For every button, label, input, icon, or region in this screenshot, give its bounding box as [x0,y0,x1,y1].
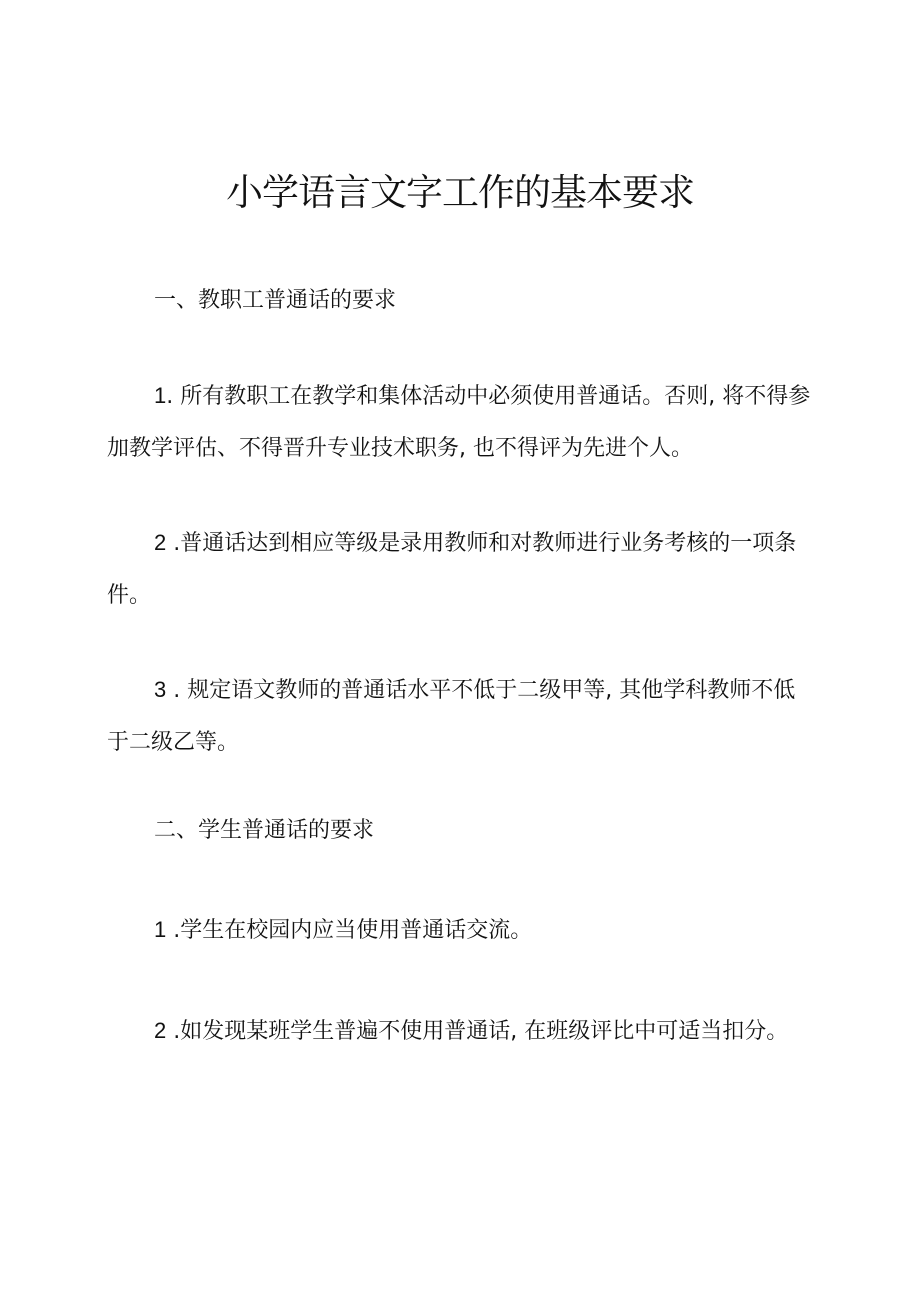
item-text: .如发现某班学生普遍不使用普通话, 在班级评比中可适当扣分。 [166,1019,789,1044]
list-item [107,904,817,957]
list-item [107,370,817,475]
item-text: . 所有教职工在教学和集体活动中必须使用普通话。否则, 将不得参加教学评估、不得晋升专业技术职务, 也不得评为先进个人。 [107,384,811,461]
item-number: 2 [154,530,167,555]
item-number: 1 [154,917,167,942]
item-number: 1 [154,383,167,408]
item-text: .学生在校园内应当使用普通话交流。 [166,918,533,943]
item-number: 3 [154,677,167,702]
item-number: 2 [154,1018,167,1043]
list-item [107,517,817,622]
item-text: . 规定语文教师的普通话水平不低于二级甲等, 其他学科教师不低于二级乙等。 [107,678,796,755]
section-heading: 一、教职工普通话的要求 [154,288,397,313]
item-text: .普通话达到相应等级是录用教师和对教师进行业务考核的一项条件。 [107,531,797,608]
document-title: 小学语言文字工作的基本要求 [226,171,694,214]
list-item [107,1005,817,1058]
section-heading: 二、学生普通话的要求 [154,818,375,843]
list-item [107,664,817,769]
